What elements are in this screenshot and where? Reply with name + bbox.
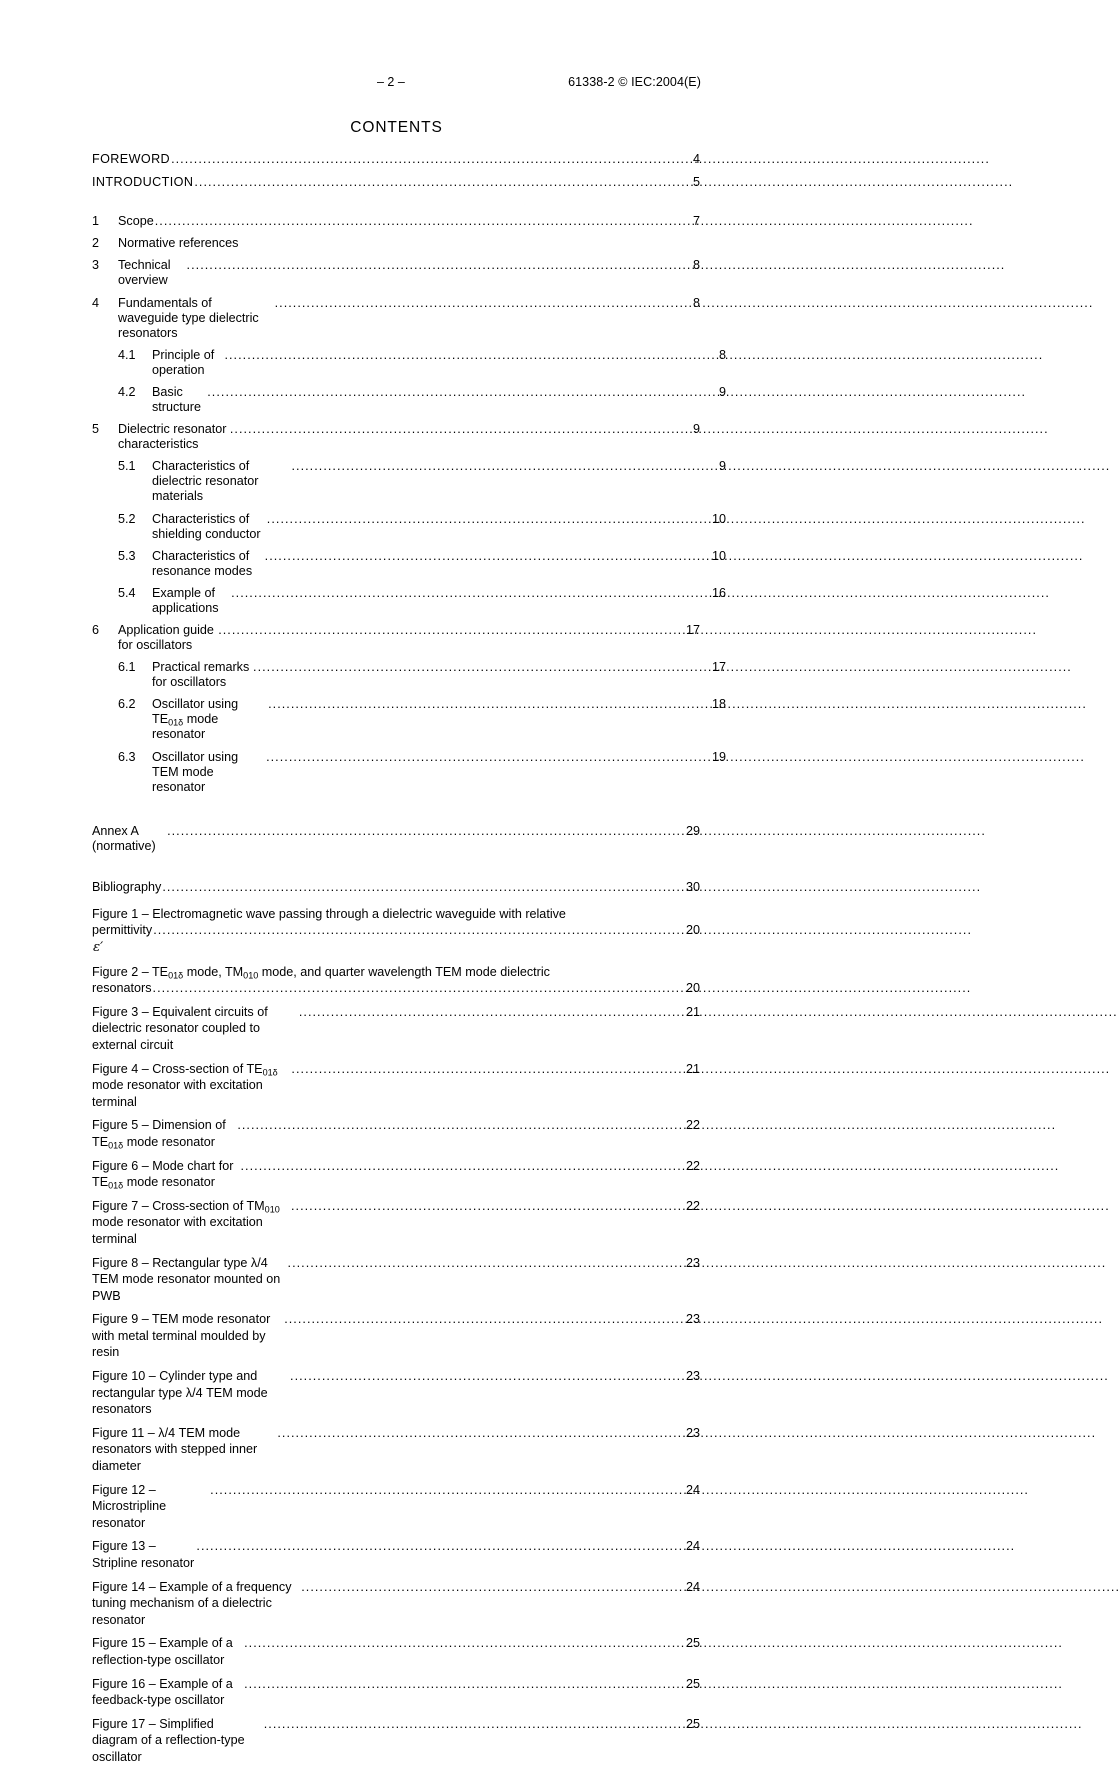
toc-entry[interactable] bbox=[92, 236, 700, 251]
toc-entry[interactable] bbox=[92, 880, 700, 895]
toc-entry-page: 21 bbox=[685, 1061, 700, 1076]
table-of-contents bbox=[92, 152, 726, 1773]
toc-entry-label: Annex A (normative) bbox=[92, 823, 160, 853]
leader-dots bbox=[268, 697, 712, 712]
toc-entry-page: 20 bbox=[685, 923, 700, 938]
toc-entry-label: Oscillator using $TE_{01\delta}$ mode resonator bbox=[152, 697, 242, 742]
toc-entry-label: Scope bbox=[118, 214, 154, 228]
toc-entry-number: 5 bbox=[92, 422, 100, 437]
toc-entry-number: 5.4 bbox=[118, 585, 136, 600]
leader-dots bbox=[275, 296, 693, 311]
toc-entry-number: 5.2 bbox=[118, 511, 136, 526]
toc-entry-label: Figure 11 – λ/4 TEM mode resonators with stepped inner diameter bbox=[92, 1425, 261, 1474]
page-folio: – 2 – bbox=[377, 75, 405, 89]
toc-entry-label: Figure $2 - TE_{01\delta}$ mode, $TM_{010}$ mode, and quarter wavelength TEM mode dielectric bbox=[92, 964, 550, 980]
toc-entry-page: 23 bbox=[685, 1255, 700, 1270]
toc-entry-label: Figure 8 – Rectangular type λ/4 TEM mode resonator mounted on PWB bbox=[92, 1255, 284, 1303]
leader-dots bbox=[244, 1635, 686, 1652]
page-title: CONTENTS bbox=[350, 119, 443, 136]
toc-entry-page: 24 bbox=[685, 1482, 700, 1497]
leader-dots bbox=[155, 214, 693, 229]
toc-entry[interactable] bbox=[92, 1255, 700, 1305]
toc-entry[interactable] bbox=[92, 1061, 700, 1111]
toc-entry[interactable] bbox=[92, 1117, 700, 1150]
toc-entry-page: 8 bbox=[692, 295, 700, 310]
leader-dots bbox=[253, 660, 712, 675]
toc-entry[interactable] bbox=[92, 964, 700, 997]
toc-entry[interactable] bbox=[92, 1311, 700, 1361]
toc-entry-number: 5.1 bbox=[118, 459, 136, 474]
toc-entry-label: Characteristics of resonance modes bbox=[152, 548, 256, 578]
toc-entry-number: 4.2 bbox=[118, 384, 136, 399]
figure-list bbox=[92, 906, 700, 1766]
toc-entry-label: Figure 9 – TEM mode resonator with metal terminal moulded by resin bbox=[92, 1312, 274, 1360]
toc-entry-page: 22 bbox=[685, 1158, 700, 1173]
leader-dots bbox=[266, 750, 712, 765]
toc-entry-page: 22 bbox=[685, 1198, 700, 1213]
toc-entry[interactable] bbox=[92, 1716, 700, 1766]
front-matter-list bbox=[92, 152, 700, 190]
leader-dots bbox=[244, 1676, 686, 1693]
toc-entry-page: 25 bbox=[685, 1636, 700, 1651]
leader-dots bbox=[196, 1538, 686, 1555]
spacer bbox=[92, 895, 700, 906]
leader-dots bbox=[301, 1579, 686, 1596]
toc-entry[interactable] bbox=[92, 422, 700, 452]
leader-dots bbox=[291, 1198, 686, 1215]
toc-entry[interactable] bbox=[92, 906, 700, 957]
toc-entry-label: Figure 12 – Microstripline resonator bbox=[92, 1482, 170, 1530]
toc-entry-number: 5.3 bbox=[118, 548, 136, 563]
toc-entry-label: Dielectric resonator characteristics bbox=[118, 422, 230, 452]
toc-entry-label: Example of applications bbox=[152, 585, 219, 615]
toc-entry-label: Figure 6 – Mode chart for $TE_{01\delta}$ mode resonator bbox=[92, 1158, 237, 1191]
toc-entry-page: 29 bbox=[685, 823, 700, 838]
toc-entry-label: Practical remarks for oscillators bbox=[152, 660, 253, 690]
leader-dots bbox=[171, 152, 693, 167]
leader-dots bbox=[153, 922, 686, 939]
leader-dots bbox=[288, 1255, 686, 1272]
toc-entry[interactable] bbox=[92, 824, 700, 854]
toc-entry[interactable] bbox=[92, 1004, 700, 1054]
toc-entry[interactable] bbox=[92, 623, 700, 653]
toc-entry[interactable] bbox=[92, 214, 700, 229]
toc-entry-label: Figure 10 – Cylinder type and rectangular type λ/4 TEM mode resonators bbox=[92, 1369, 272, 1417]
toc-entry[interactable] bbox=[92, 660, 726, 690]
toc-entry-label: Characteristics of dielectric resonator materials bbox=[152, 459, 262, 504]
toc-entry-page: 17 bbox=[685, 623, 700, 638]
toc-entry-label: Figure 5 – Dimension of $TE_{01\delta}$ mode resonator bbox=[92, 1118, 229, 1151]
toc-entry-page: 23 bbox=[685, 1312, 700, 1327]
leader-dots bbox=[218, 623, 686, 638]
toc-entry-label: Figure 4 – Cross-section of $TE_{01\delta}$ mode resonator with excitation terminal bbox=[92, 1061, 282, 1109]
epsilon-prime-symbol: ε′ bbox=[93, 940, 104, 955]
toc-entry[interactable] bbox=[92, 1635, 700, 1668]
toc-entry-page: 5 bbox=[692, 175, 700, 189]
toc-entry-label: Figure 3 – Equivalent circuits of dielectric resonator coupled to external circuit bbox=[92, 1004, 272, 1052]
toc-entry-page: 30 bbox=[685, 879, 700, 894]
leader-dots bbox=[231, 586, 712, 601]
toc-entry-label: Fundamentals of waveguide type dielectric resonators bbox=[118, 295, 263, 340]
toc-entry-number: 3 bbox=[92, 258, 100, 273]
leader-dots bbox=[291, 459, 719, 474]
toc-entry[interactable] bbox=[92, 1158, 700, 1191]
toc-entry-page: 8 bbox=[692, 258, 700, 273]
toc-entry-label: Bibliography bbox=[92, 879, 165, 894]
leader-dots bbox=[299, 1004, 686, 1021]
toc-entry-page: 25 bbox=[685, 1716, 700, 1731]
toc-entry-page: 23 bbox=[685, 1369, 700, 1384]
leader-dots bbox=[230, 422, 693, 437]
toc-entry-label: Basic structure bbox=[152, 384, 205, 414]
leader-dots bbox=[187, 258, 693, 273]
toc-entry[interactable] bbox=[92, 385, 726, 415]
toc-entry[interactable] bbox=[92, 1198, 700, 1248]
toc-entry-label: Figure 13 – Stripline resonator bbox=[92, 1539, 198, 1570]
leader-dots bbox=[284, 1311, 686, 1328]
toc-entry-page: 7 bbox=[692, 214, 700, 228]
toc-entry-label: permittivity ε′ bbox=[92, 923, 156, 955]
toc-entry[interactable] bbox=[92, 697, 726, 742]
toc-entry[interactable] bbox=[92, 1482, 700, 1532]
toc-entry-label: Figure 17 – Simplified diagram of a reflection-type oscillator bbox=[92, 1716, 249, 1764]
leader-dots bbox=[277, 1425, 686, 1442]
leader-dots bbox=[265, 549, 712, 564]
toc-entry[interactable] bbox=[92, 348, 726, 378]
toc-entry-page: 9 bbox=[692, 422, 700, 437]
toc-entry-page: 9 bbox=[718, 459, 726, 474]
leader-dots bbox=[194, 175, 693, 190]
toc-entry-label: Technical overview bbox=[118, 258, 175, 288]
toc-entry[interactable] bbox=[92, 152, 700, 167]
toc-entry-label: Figure 14 – Example of a frequency tuning mechanism of a dielectric resonator bbox=[92, 1579, 296, 1627]
toc-entry[interactable] bbox=[92, 750, 726, 795]
toc-entry-page: 18 bbox=[711, 697, 726, 712]
toc-entry-number: 1 bbox=[92, 214, 100, 228]
clause-list bbox=[92, 214, 726, 795]
toc-entry-label: Normative references bbox=[118, 236, 239, 251]
toc-entry-label: Characteristics of shielding conductor bbox=[152, 511, 261, 541]
toc-entry[interactable] bbox=[92, 175, 700, 190]
toc-entry[interactable] bbox=[92, 549, 726, 579]
toc-entry-number: 6.1 bbox=[118, 660, 136, 675]
leader-dots bbox=[210, 1482, 686, 1499]
leader-dots bbox=[167, 824, 686, 839]
leader-dots bbox=[162, 880, 686, 895]
toc-entry-page: 10 bbox=[711, 548, 726, 563]
leader-dots bbox=[224, 348, 719, 363]
toc-entry-label: Figure 15 – Example of a reflection-type oscillator bbox=[92, 1636, 237, 1667]
document-reference: 61338-2 © IEC:2004(E) bbox=[568, 75, 701, 89]
toc-entry-number: 6.2 bbox=[118, 697, 136, 712]
toc-entry-label: Principle of operation bbox=[152, 347, 218, 377]
toc-entry-page: 22 bbox=[685, 1118, 700, 1133]
toc-entry-label: INTRODUCTION bbox=[92, 175, 194, 189]
leader-dots bbox=[237, 1117, 686, 1134]
spacer bbox=[92, 198, 700, 214]
toc-entry[interactable] bbox=[92, 459, 726, 504]
leader-dots bbox=[264, 1716, 686, 1733]
toc-entry-label: FOREWORD bbox=[92, 152, 171, 166]
leader-dots bbox=[241, 1158, 686, 1175]
toc-entry-number: 6 bbox=[92, 623, 100, 638]
toc-entry[interactable] bbox=[92, 1676, 700, 1709]
leader-dots bbox=[207, 385, 719, 400]
leader-dots bbox=[267, 512, 712, 527]
toc-entry-number: 4.1 bbox=[118, 347, 136, 362]
toc-entry-page: 25 bbox=[685, 1676, 700, 1691]
toc-entry-page: 9 bbox=[718, 384, 726, 399]
toc-entry-page: 17 bbox=[711, 660, 726, 675]
toc-entry-page: 16 bbox=[711, 585, 726, 600]
toc-entry[interactable] bbox=[92, 1368, 700, 1418]
leader-dots bbox=[291, 1061, 686, 1078]
toc-entry-page: 20 bbox=[685, 981, 700, 996]
toc-entry-label: Oscillator using TEM mode resonator bbox=[152, 749, 242, 794]
leader-dots bbox=[290, 1368, 686, 1385]
toc-entry-page: 10 bbox=[711, 511, 726, 526]
toc-entry-page: 21 bbox=[685, 1004, 700, 1019]
toc-entry-label: Figure 7 – Cross-section of $TM_{010}$ mode resonator with excitation terminal bbox=[92, 1198, 284, 1246]
toc-entry[interactable] bbox=[92, 1425, 700, 1475]
toc-entry-number: 6.3 bbox=[118, 749, 136, 764]
annex-list bbox=[92, 824, 700, 895]
toc-entry[interactable] bbox=[92, 512, 726, 542]
toc-entry-page: 24 bbox=[685, 1579, 700, 1594]
running-header bbox=[92, 74, 701, 90]
toc-entry-page: 23 bbox=[685, 1425, 700, 1440]
toc-entry[interactable] bbox=[92, 1538, 700, 1571]
toc-entry[interactable] bbox=[92, 296, 700, 341]
toc-entry-label: Figure 1 – Electromagnetic wave passing through a dielectric waveguide with relative bbox=[92, 906, 566, 921]
toc-entry-page: 19 bbox=[711, 749, 726, 764]
toc-entry[interactable] bbox=[92, 258, 700, 288]
toc-entry-page: 24 bbox=[685, 1539, 700, 1554]
toc-entry-label: resonators bbox=[92, 981, 152, 996]
toc-entry-page: 4 bbox=[692, 152, 700, 166]
toc-entry[interactable] bbox=[92, 586, 726, 616]
toc-entry[interactable] bbox=[92, 1579, 700, 1629]
spacer bbox=[92, 802, 700, 824]
toc-entry-label: Figure 16 – Example of a feedback-type oscillator bbox=[92, 1676, 237, 1708]
toc-entry-label: Application guide for oscillators bbox=[118, 623, 218, 653]
leader-dots bbox=[153, 980, 686, 997]
toc-entry-page: 8 bbox=[718, 347, 726, 362]
toc-entry-number: 4 bbox=[92, 295, 100, 310]
toc-entry-number: 2 bbox=[92, 236, 100, 251]
